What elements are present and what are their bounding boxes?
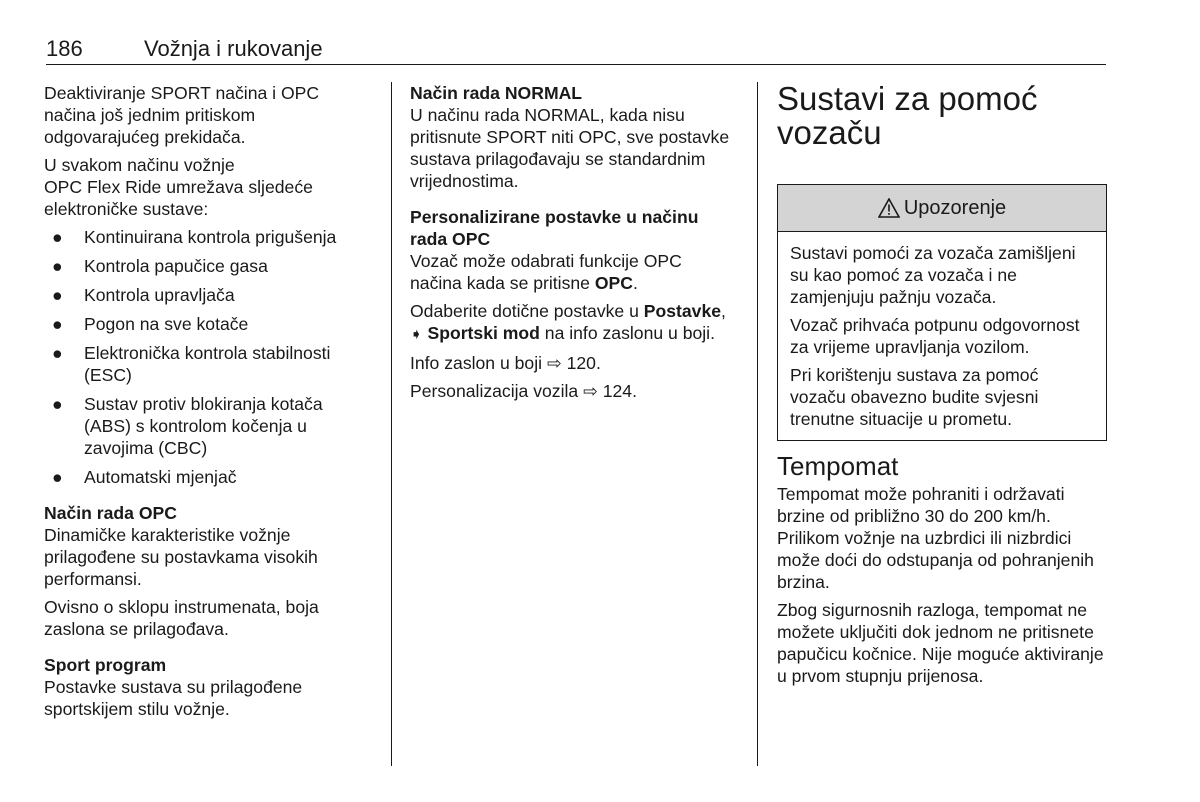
chapter-title-line: vozaču xyxy=(777,114,882,151)
paragraph xyxy=(44,154,374,220)
settings-menu-label: Postavke xyxy=(643,301,722,321)
bullet-icon: ● xyxy=(52,343,63,363)
chapter-title xyxy=(777,82,1107,150)
section-heading-tempomat: Tempomat xyxy=(777,451,899,481)
subheading-sport: Sport program xyxy=(44,655,167,675)
page-number: 186 xyxy=(46,36,83,61)
opc-button-label: OPC xyxy=(594,273,633,293)
column-divider xyxy=(757,82,758,766)
warning-header xyxy=(778,185,1106,232)
cross-reference: Info zaslon u boji ⇨ 120. xyxy=(410,353,601,373)
bullet-icon: ● xyxy=(52,314,63,334)
bullet-icon: ● xyxy=(52,467,63,487)
paragraph-text: Odaberite dotične postavke u xyxy=(410,301,644,321)
column-divider xyxy=(391,82,392,766)
page-reference-icon: ⇨ xyxy=(583,381,598,401)
paragraph: U načinu rada NORMAL, kada nisu pritisnute SPORT niti OPC, sve postavke sustava prilagođavaju se standardnim vrijednostima. xyxy=(410,105,730,191)
paragraph: Zbog sigurnosnih razloga, tempomat ne možete uključiti dok jednom ne pritisnete papučicu kočnice. Nije moguće aktiviranje u prvom stupnju prijenosa. xyxy=(777,600,1104,686)
list-item xyxy=(44,226,374,248)
reference-text: Personalizacija vozila xyxy=(410,381,579,401)
paragraph: Dinamičke karakteristike vožnje prilagođene su postavkama visokih performansi. xyxy=(44,525,318,589)
list-item xyxy=(44,393,374,459)
paragraph: Vozač može odabrati funkcije OPC načina kada se pritisne OPC. xyxy=(410,251,682,293)
list-item xyxy=(44,255,374,277)
cross-reference: Personalizacija vozila ⇨ 124. xyxy=(410,381,637,401)
bullet-icon: ● xyxy=(52,394,63,414)
list-item-text: Kontinuirana kontrola prigušenja xyxy=(84,227,337,247)
paragraph: Deaktiviranje SPORT načina i OPC načina još jednim pritiskom odgovarajućeg prekidača. xyxy=(44,83,320,147)
subheading-opc: Način rada OPC xyxy=(44,503,177,523)
list-item-text: Pogon na sve kotače xyxy=(84,314,249,334)
warning-box xyxy=(777,184,1107,441)
menu-arrow-icon: ➧ xyxy=(410,326,423,343)
paragraph: Postavke sustava su prilagođene sportskijem stilu vožnje. xyxy=(44,677,303,719)
column-middle xyxy=(410,82,735,408)
paragraph: Sustavi pomoći za vozača zamišljeni su kao pomoć za vozača i ne zamjenjuju pažnju vozača. xyxy=(790,243,1076,307)
list-item xyxy=(44,342,374,386)
paragraph-text: na info zaslonu u boji. xyxy=(539,323,715,343)
list-item-text: Automatski mjenjač xyxy=(84,467,237,487)
section-title: Vožnja i rukovanje xyxy=(144,36,323,61)
bullet-icon: ● xyxy=(52,285,63,305)
list-item-text: Elektronička kontrola stabilnosti (ESC) xyxy=(84,343,331,385)
paragraph: Odaberite dotične postavke u Postavke, ➧ Sportski mod na info zaslonu u boji. xyxy=(410,300,735,346)
page-header xyxy=(46,34,1106,65)
system-list xyxy=(44,226,374,488)
page-reference-icon: ⇨ xyxy=(546,353,562,373)
subheading-personalized: Personalizirane postavke u načinu rada OPC xyxy=(410,207,699,249)
paragraph-line: U svakom načinu vožnje xyxy=(44,155,235,175)
paragraph-text: Vozač može odabrati funkcije OPC načina kada se pritisne xyxy=(410,251,682,293)
column-left xyxy=(44,82,374,726)
paragraph: Pri korištenju sustava za pomoć vozaču obavezno budite svjesni trenutne situacije u prometu. xyxy=(790,365,1039,429)
list-item xyxy=(44,466,374,488)
subheading-normal: Način rada NORMAL xyxy=(410,83,583,103)
column-right xyxy=(777,82,1107,693)
warning-label: Upozorenje xyxy=(903,197,1007,219)
bullet-icon: ● xyxy=(52,227,63,247)
list-item-text: Kontrola papučice gasa xyxy=(84,256,268,276)
paragraph: Ovisno o sklopu instrumenata, boja zaslona se prilagođava. xyxy=(44,597,319,639)
reference-text: Info zaslon u boji xyxy=(410,353,543,373)
paragraph: Tempomat može pohraniti i održavati brzine od približno 30 do 200 km/h. Prilikom vožnje na uzbrdici ili nizbrdici može doći do odstupanja od pohranjenih brzina. xyxy=(777,484,1094,592)
paragraph: Vozač prihvaća potpunu odgovornost za vrijeme upravljanja vozilom. xyxy=(790,315,1080,357)
reference-page: 120 xyxy=(566,353,596,373)
warning-triangle-icon xyxy=(878,198,900,218)
chapter-title-line: Sustavi za pomoć xyxy=(777,80,1038,117)
list-item xyxy=(44,284,374,306)
warning-body xyxy=(778,232,1106,440)
bullet-icon: ● xyxy=(52,256,63,276)
reference-page: 124 xyxy=(602,381,633,401)
sport-mode-menu-label: Sportski mod xyxy=(427,323,540,343)
list-item-text: Kontrola upravljača xyxy=(84,285,235,305)
paragraph-line: OPC Flex Ride umrežava sljedeće elektroničke sustave: xyxy=(44,177,313,219)
list-item-text: Sustav protiv blokiranja kotača (ABS) s kontrolom kočenja u zavojima (CBC) xyxy=(84,394,323,458)
list-item xyxy=(44,313,374,335)
